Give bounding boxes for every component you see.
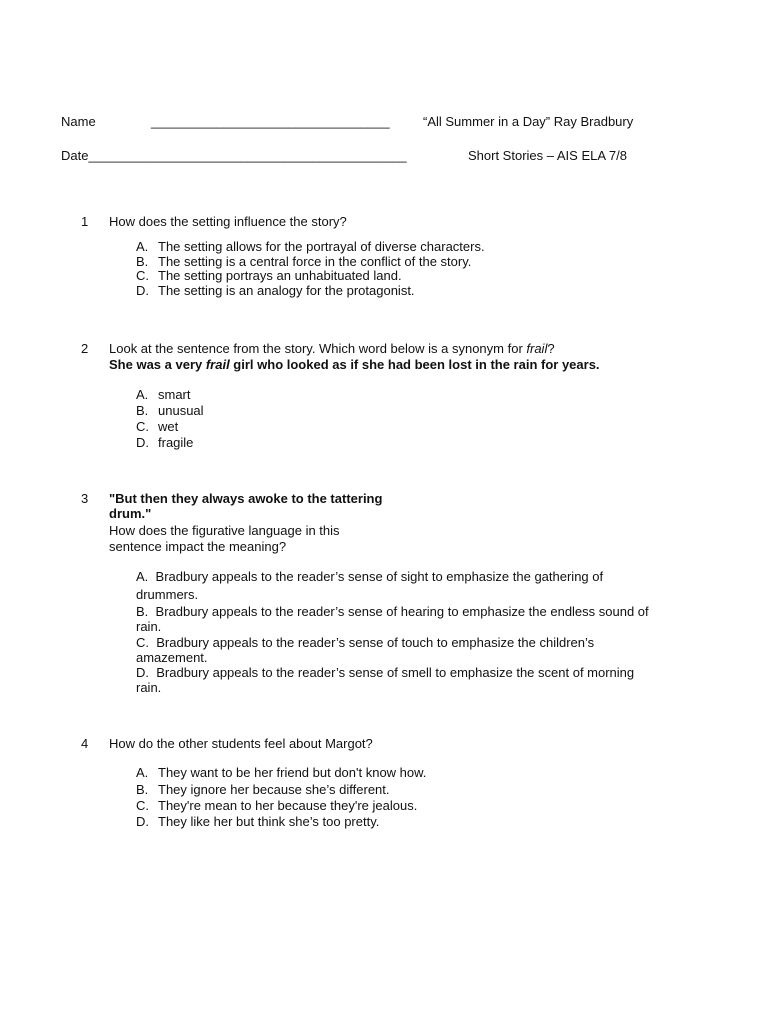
question-4-option-d[interactable] (136, 814, 379, 829)
question-3-option-c[interactable] (136, 635, 656, 665)
option-letter: B. (136, 403, 149, 418)
question-4-option-a[interactable] (136, 765, 426, 780)
prompt-word: frail (526, 341, 548, 356)
option-text: Bradbury appeals to the reader’s sense of touch to emphasize the children’s amazement. (136, 635, 595, 665)
story-title: “All Summer in a Day” Ray Bradbury (423, 114, 634, 129)
option-text: They want to be her friend but don't know how. (158, 765, 427, 780)
option-text: Bradbury appeals to the reader’s sense of sight to emphasize the gathering of drummers. (136, 569, 604, 602)
date-field (61, 148, 407, 163)
question-1-option-a[interactable] (136, 239, 485, 254)
option-letter: C. (136, 419, 149, 434)
question-1-prompt: How does the setting influence the story? (109, 214, 347, 229)
option-letter: A. (136, 387, 149, 402)
question-3-option-a[interactable] (136, 568, 656, 604)
option-text: smart (158, 387, 191, 402)
option-letter: A. (136, 239, 149, 254)
option-text: They're mean to her because they're jealous. (158, 798, 418, 813)
option-text: They like her but think she’s too pretty. (158, 814, 380, 829)
option-text: The setting is a central force in the conflict of the story. (158, 254, 472, 269)
question-1-number: 1 (81, 214, 89, 229)
option-letter: A. (136, 569, 149, 584)
quote-text-end: girl who looked as if she had been lost in the rain for years. (229, 357, 600, 372)
question-4-number: 4 (81, 736, 89, 751)
option-text: Bradbury appeals to the reader’s sense of smell to emphasize the scent of morning rain. (136, 665, 635, 695)
option-text: The setting portrays an unhabituated land. (158, 268, 402, 283)
question-2-prompt (109, 341, 555, 356)
option-text: Bradbury appeals to the reader’s sense of hearing to emphasize the endless sound of rain. (136, 604, 649, 634)
question-2-quote (109, 357, 600, 372)
option-letter: B. (136, 604, 149, 619)
name-label: Name (61, 114, 96, 129)
question-4-prompt: How do the other students feel about Margot? (109, 736, 373, 751)
option-text: unusual (158, 403, 204, 418)
quote-word: frail (205, 357, 230, 372)
date-line[interactable]: ____________________________________________ (88, 148, 407, 163)
option-letter: D. (136, 435, 149, 450)
prompt-text-end: ? (547, 341, 555, 356)
name-line[interactable]: _________________________________ (151, 114, 390, 129)
prompt-text: Look at the sentence from the story. Which word below is a synonym for (109, 341, 527, 356)
option-letter: B. (136, 782, 149, 797)
option-text: fragile (158, 435, 194, 450)
option-letter: C. (136, 268, 149, 283)
question-3-prompt-line-2: sentence impact the meaning? (109, 539, 287, 554)
option-letter: A. (136, 765, 149, 780)
question-1-option-b[interactable] (136, 254, 471, 269)
option-text: The setting is an analogy for the protagonist. (158, 283, 415, 298)
option-text: The setting allows for the portrayal of diverse characters. (158, 239, 485, 254)
option-text: They ignore her because she’s different. (158, 782, 390, 797)
option-letter: D. (136, 283, 149, 298)
question-2-number: 2 (81, 341, 89, 356)
date-label: Date (61, 148, 89, 163)
question-3-quote-line-1: "But then they always awoke to the tattering (109, 491, 383, 506)
question-3-option-b[interactable] (136, 604, 656, 634)
question-2-option-a[interactable] (136, 387, 191, 402)
option-letter: D. (136, 814, 149, 829)
question-4-option-b[interactable] (136, 782, 390, 797)
question-2-option-b[interactable] (136, 403, 204, 418)
question-3-number: 3 (81, 491, 89, 506)
question-1-option-c[interactable] (136, 268, 402, 283)
option-letter: C. (136, 635, 149, 650)
question-1-option-d[interactable] (136, 283, 415, 298)
question-2-option-c[interactable] (136, 419, 178, 434)
question-2-option-d[interactable] (136, 435, 193, 450)
quote-text: She was a very (109, 357, 206, 372)
option-text: wet (158, 419, 179, 434)
question-3-option-d[interactable] (136, 665, 656, 695)
course-label: Short Stories – AIS ELA 7/8 (468, 148, 627, 163)
question-3-quote-line-2: drum." (109, 506, 152, 521)
question-4-option-c[interactable] (136, 798, 417, 813)
option-letter: C. (136, 798, 149, 813)
option-letter: B. (136, 254, 149, 269)
option-letter: D. (136, 665, 149, 680)
question-3-prompt-line-1: How does the figurative language in this (109, 523, 340, 538)
